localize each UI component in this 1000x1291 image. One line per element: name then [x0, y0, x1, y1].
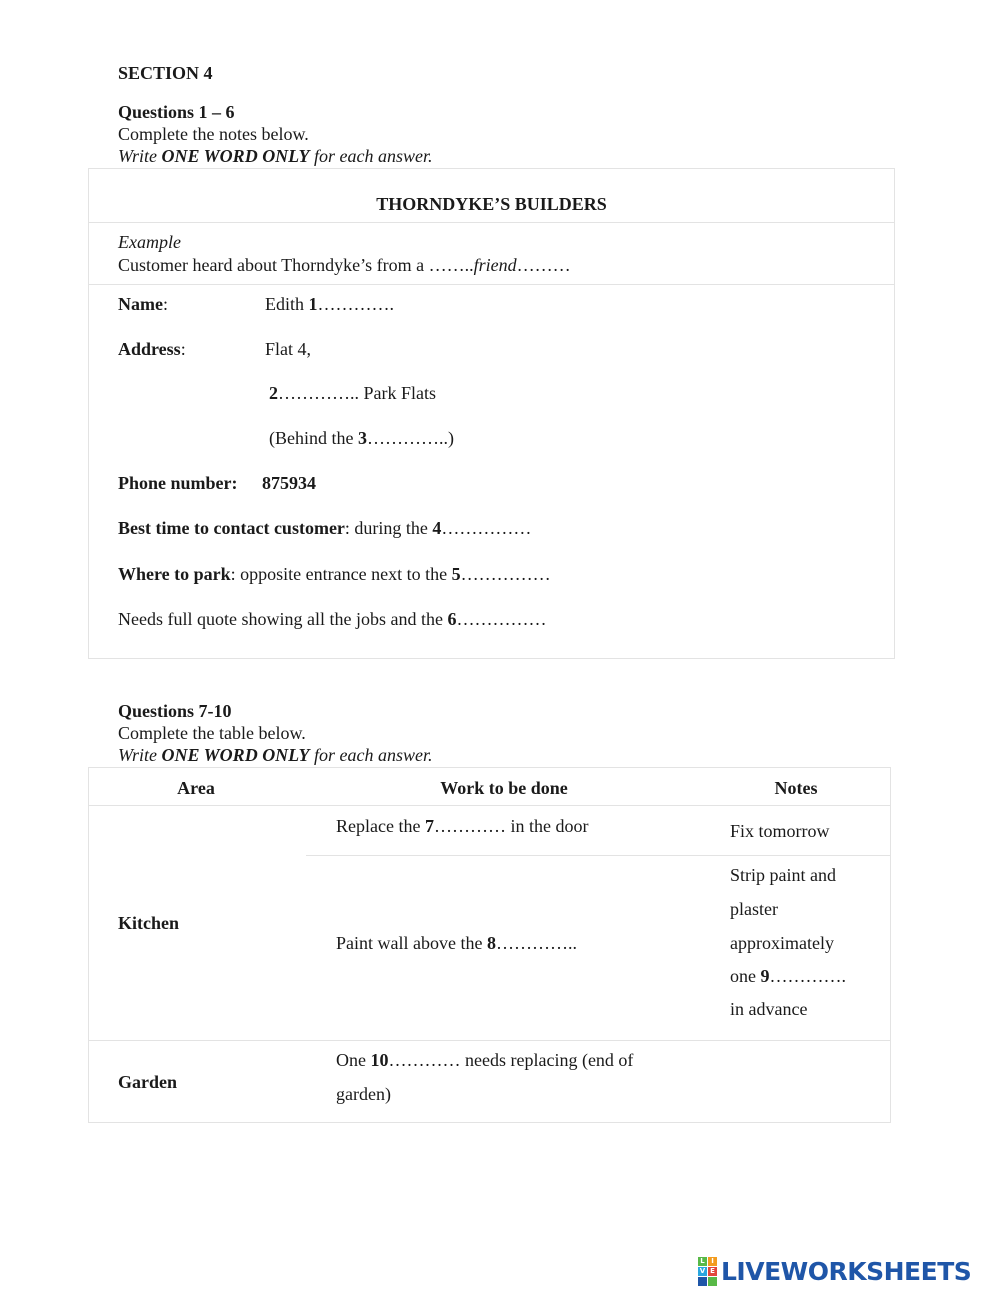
table-header-work: Work to be done	[440, 778, 568, 798]
notes-box	[88, 168, 895, 659]
area-kitchen: Kitchen	[118, 913, 179, 933]
area-garden: Garden	[118, 1072, 178, 1092]
note-strip-line-5: in advance	[730, 999, 808, 1019]
logo-mark-icon	[698, 1257, 717, 1286]
table-header-notes: Notes	[774, 778, 818, 798]
table-header-divider	[88, 805, 891, 806]
table-word-limit: Write ONE WORD ONLY for each answer.	[118, 745, 433, 765]
phone-label: Phone number:	[118, 473, 238, 493]
section-title: SECTION 4	[118, 63, 213, 83]
example-line: Customer heard about Thorndyke’s from a ……..friend………	[118, 255, 571, 275]
park-gap[interactable]: Where to park: opposite entrance next to the 5……………	[118, 564, 551, 584]
logo-square	[698, 1277, 707, 1286]
quote-gap[interactable]: Needs full quote showing all the jobs and the 6……………	[118, 609, 547, 629]
questions-1-6-heading: Questions 1 – 6	[118, 102, 235, 122]
note-strip-line-2: plaster	[730, 899, 778, 919]
table-row-divider	[88, 1040, 891, 1041]
note-strip-line-1: Strip paint and	[730, 865, 836, 885]
logo-square: I	[708, 1257, 717, 1266]
logo-square: L	[698, 1257, 707, 1266]
table-header-area: Area	[177, 778, 215, 798]
note-strip-line-3: approximately	[730, 933, 834, 953]
logo-square	[708, 1277, 717, 1286]
name-gap[interactable]: Edith 1………….	[265, 294, 394, 314]
questions-7-10-heading: Questions 7-10	[118, 701, 232, 721]
work-garden-line-2: garden)	[336, 1084, 391, 1104]
notes-word-limit: Write ONE WORD ONLY for each answer.	[118, 146, 433, 166]
address-gap-2[interactable]: 2………….. Park Flats	[269, 383, 437, 403]
liveworksheets-logo	[698, 1256, 971, 1286]
address-line-1: Flat 4,	[265, 339, 312, 359]
logo-text: LIVEWORKSHEETS	[721, 1256, 972, 1286]
address-label: Address:	[118, 339, 186, 359]
logo-square: V	[699, 1266, 706, 1275]
name-label: Name:	[118, 294, 168, 314]
notes-divider	[88, 284, 895, 285]
box-title: THORNDYKE’S BUILDERS	[376, 194, 607, 214]
work-gap-8[interactable]: Paint wall above the 8…………..	[336, 933, 577, 953]
notes-divider	[88, 222, 895, 223]
work-gap-10[interactable]: One 10………… needs replacing (end of	[336, 1050, 634, 1070]
notes-instruction: Complete the notes below.	[118, 124, 309, 144]
example-label: Example	[118, 232, 181, 252]
table-instruction: Complete the table below.	[118, 723, 306, 743]
note-gap-9[interactable]: one 9………….	[730, 966, 846, 986]
phone-value: 875934	[262, 473, 316, 493]
best-time-gap[interactable]: Best time to contact customer: during the 4……………	[118, 518, 532, 538]
table-row-divider	[306, 855, 891, 856]
logo-square: E	[708, 1267, 717, 1276]
work-gap-7[interactable]: Replace the 7………… in the door	[336, 816, 589, 836]
address-gap-3[interactable]: (Behind the 3…………..)	[269, 428, 454, 448]
note-fix-tomorrow: Fix tomorrow	[730, 821, 830, 841]
